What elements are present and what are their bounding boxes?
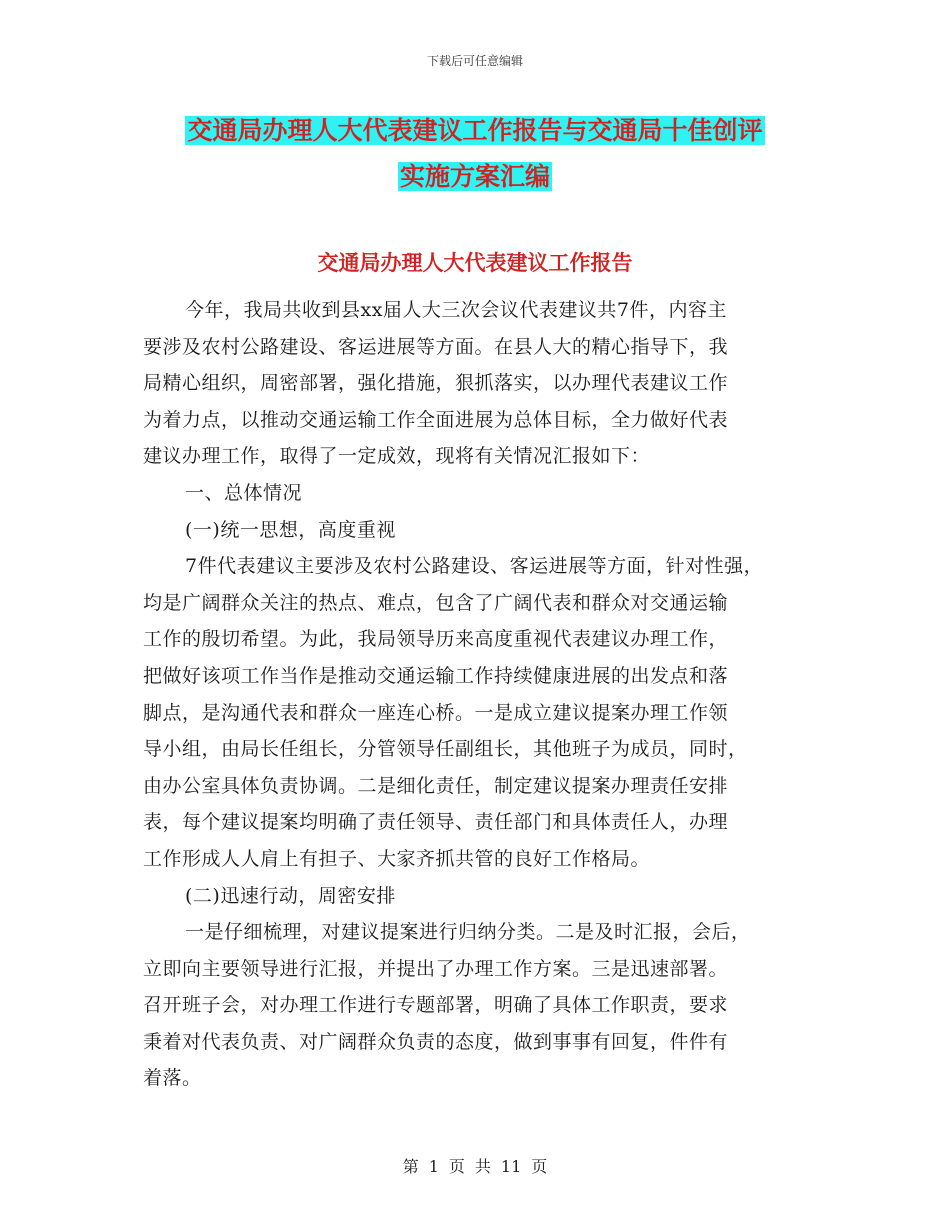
document-title (0, 108, 950, 200)
text-line: 7件代表建议主要涉及农村公路建设、客运进展等方面，针对性强， (185, 555, 764, 578)
text-line: 局精心组织，周密部署，强化措施，狠抓落实，以办理代表建议工作 (143, 372, 729, 395)
page-footer (0, 1154, 950, 1177)
text-line: 建议办理工作，取得了一定成效，现将有关情况汇报如下： (143, 445, 651, 468)
text-line: 要涉及农村公路建设、客运进展等方面。在县人大的精心指导下，我 (143, 335, 729, 358)
footer-suffix: 页 (531, 1157, 548, 1176)
footer-prefix: 第 (402, 1157, 419, 1176)
text-line: 一是仔细梳理，对建议提案进行归纳分类。二是及时汇报，会后， (185, 921, 751, 944)
text-line: 把做好该项工作当作是推动交通运输工作持续健康进展的出发点和落 (143, 664, 729, 687)
footer-total-label: 共 (474, 1157, 491, 1176)
text-line: 工作形成人人肩上有担子、大家齐抓共管的良好工作格局。 (143, 847, 651, 870)
body-text (143, 292, 828, 1097)
text-line: 秉着对代表负责、对广阔群众负责的态度，做到事事有回复，件件有 (143, 1030, 729, 1053)
text-line: 表，每个建议提案均明确了责任领导、责任部门和具体责任人，办理 (143, 811, 729, 834)
title-line-1: 交通局办理人大代表建议工作报告与交通局十佳创评 (187, 116, 763, 145)
total-pages: 11 (500, 1157, 522, 1176)
text-line: 为着力点，以推动交通运输工作全面进展为总体目标，全力做好代表 (143, 408, 729, 431)
text-line: 由办公室具体负责协调。二是细化责任，制定建议提案办理责任安排 (143, 774, 729, 797)
section-title: 交通局办理人大代表建议工作报告 (317, 251, 633, 275)
header-note: 下载后可任意编辑 (426, 54, 523, 68)
subheading-1: (一)统一思想，高度重视 (185, 518, 396, 541)
footer-mid: 页 (448, 1157, 465, 1176)
page-number: 1 (428, 1157, 439, 1176)
text-line: 工作的殷切希望。为此，我局领导历来高度重视代表建议办理工作， (143, 628, 729, 651)
heading-overall: 一、总体情况 (185, 481, 303, 504)
text-line: 今年，我局共收到县xx届人大三次会议代表建议共7件，内容主 (185, 299, 728, 321)
text-line: 立即向主要领导进行汇报，并提出了办理工作方案。三是迅速部署。 (143, 957, 729, 980)
text-line: 脚点，是沟通代表和群众一座连心桥。一是成立建议提案办理工作领 (143, 701, 729, 724)
text-line: 导小组，由局长任组长，分管领导任副组长，其他班子为成员，同时， (143, 738, 748, 761)
text-line: 着落。 (143, 1067, 202, 1090)
text-line: 召开班子会，对办理工作进行专题部署，明确了具体工作职责，要求 (143, 994, 729, 1017)
title-line-2: 实施方案汇编 (399, 162, 550, 191)
text-line: 均是广阔群众关注的热点、难点，包含了广阔代表和群众对交通运输 (143, 591, 729, 614)
subheading-2: (二)迅速行动，周密安排 (185, 884, 396, 907)
